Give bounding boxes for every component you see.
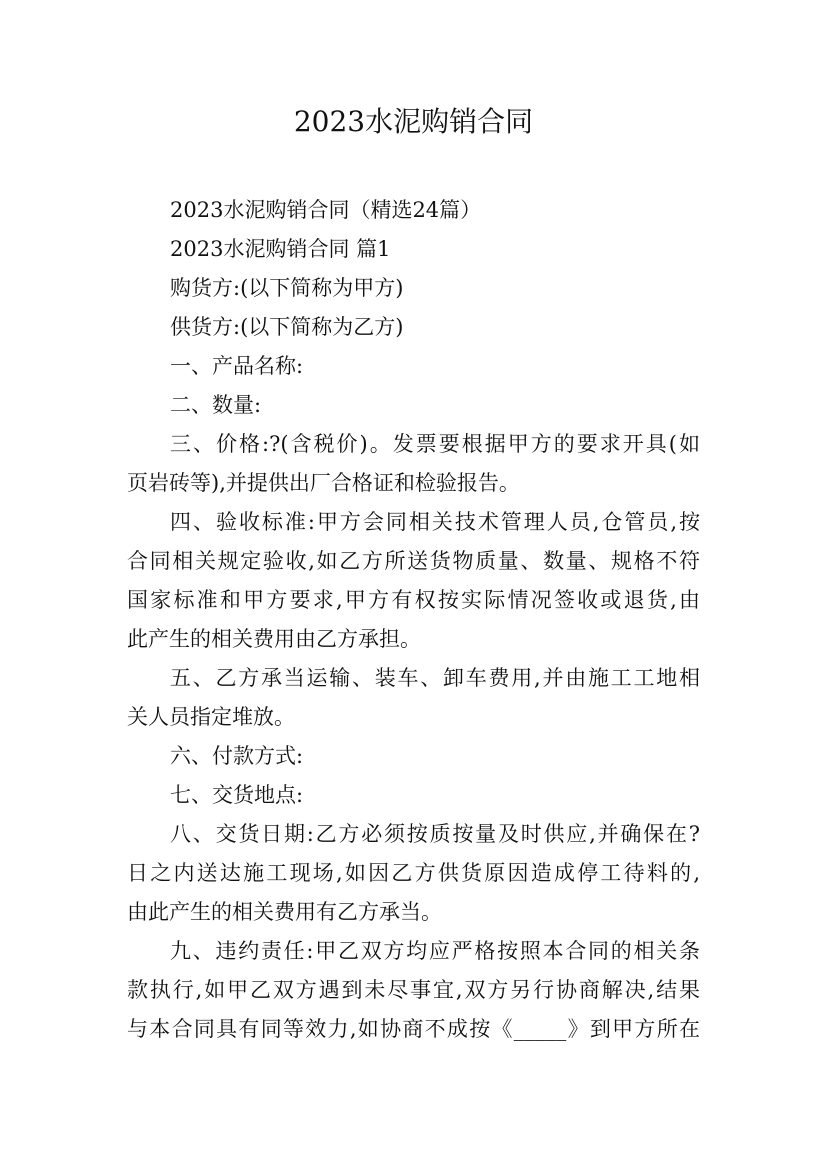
paragraph-line: 日之内送达施工现场,如因乙方供货原因造成停工待料的,: [127, 861, 700, 885]
paragraph-clause-9: [127, 932, 700, 1049]
paragraph-clause-4: [127, 503, 700, 659]
paragraph-line: 此产生的相关费用由乙方承担。: [127, 627, 421, 651]
paragraph-clause-8: [127, 815, 700, 932]
paragraph-line: 国家标准和甲方要求,甲方有权按实际情况签收或退货,由: [127, 588, 700, 612]
paragraph-line: 三、价格:?(含税价)。发票要根据甲方的要求开具(如: [170, 432, 700, 456]
document-body: [127, 191, 700, 1049]
paragraph-clause-5: [127, 659, 700, 737]
paragraph-clause-2: [127, 386, 700, 425]
paragraph-line: 关人员指定堆放。: [127, 705, 295, 729]
paragraph-line: 与本合同具有同等效力,如协商不成按《_____》到甲方所在: [127, 1017, 700, 1041]
paragraph-line: 九、违约责任:甲乙双方均应严格按照本合同的相关条: [170, 939, 700, 963]
paragraph-line: 2023水泥购销合同（精选24篇）: [170, 198, 482, 222]
paragraph-clause-6: [127, 737, 700, 776]
document-title: 2023水泥购销合同: [293, 105, 534, 138]
paragraph-intro-heading: [127, 191, 700, 230]
paragraph-line: 七、交货地点:: [170, 783, 304, 807]
paragraph-line: 供货方:(以下简称为乙方): [170, 315, 404, 339]
paragraph-clause-3: [127, 425, 700, 503]
paragraph-supplier: [127, 308, 700, 347]
paragraph-clause-7: [127, 776, 700, 815]
paragraph-line: 八、交货日期:乙方必须按质按量及时供应,并确保在?: [170, 822, 700, 846]
paragraph-line: 五、乙方承当运输、装车、卸车费用,并由施工工地相: [170, 666, 700, 690]
paragraph-clause-1: [127, 347, 700, 386]
paragraph-line: 二、数量:: [170, 393, 262, 417]
paragraph-line: 由此产生的相关费用有乙方承当。: [127, 900, 442, 924]
paragraph-line: 四、验收标准:甲方会同相关技术管理人员,仓管员,按: [170, 510, 700, 534]
paragraph-line: 款执行,如甲乙双方遇到未尽事宜,双方另行协商解决,结果: [127, 978, 700, 1002]
paragraph-buyer: [127, 269, 700, 308]
paragraph-line: 页岩砖等),并提供出厂合格证和检验报告。: [127, 471, 520, 495]
paragraph-line: 一、产品名称:: [170, 354, 304, 378]
paragraph-line: 购货方:(以下简称为甲方): [170, 276, 404, 300]
paragraph-section-heading: [127, 230, 700, 269]
paragraph-line: 合同相关规定验收,如乙方所送货物质量、数量、规格不符: [127, 549, 700, 573]
paragraph-line: 六、付款方式:: [170, 744, 304, 768]
paragraph-line: 2023水泥购销合同 篇1: [170, 237, 391, 261]
